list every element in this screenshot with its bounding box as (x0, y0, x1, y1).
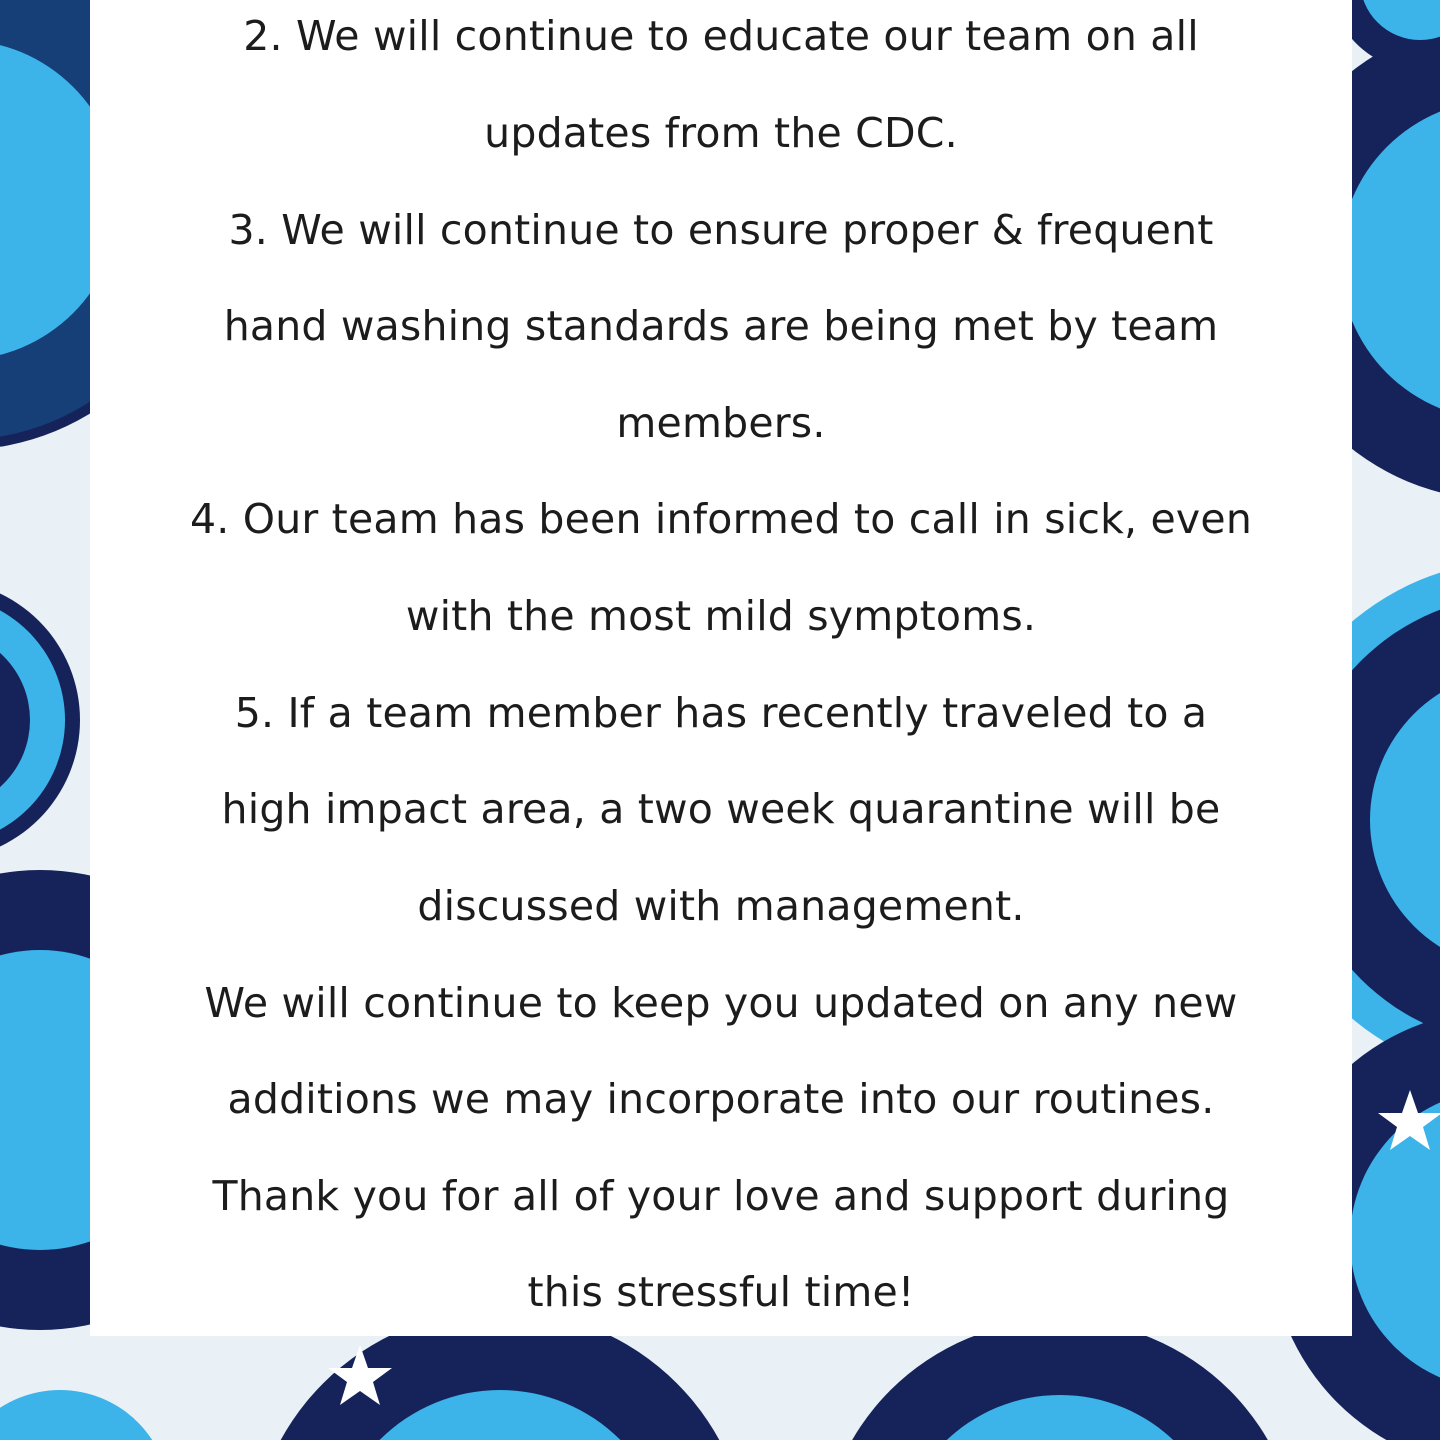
notice-line: this stressful time! (527, 1268, 915, 1316)
notice-line: updates from the CDC. (484, 109, 958, 157)
notice-line: additions we may incorporate into our routines. (227, 1075, 1215, 1123)
notice-line: 2. We will continue to educate our team on all (243, 12, 1199, 60)
notice-line: high impact area, a two week quarantine will be (221, 785, 1221, 833)
notice-line: hand washing standards are being met by team (223, 302, 1219, 350)
notice-card (90, 0, 1352, 1336)
notice-line: members. (616, 399, 826, 447)
notice-line: 3. We will continue to ensure proper & frequent (228, 206, 1214, 254)
notice-line: 4. Our team has been informed to call in sick, even (189, 495, 1253, 543)
notice-line: 5. If a team member has recently traveled to a (234, 689, 1208, 737)
notice-line: discussed with management. (417, 882, 1025, 930)
badge (0, 580, 80, 860)
badge (820, 1320, 1300, 1440)
notice-line: Thank you for all of your love and support during (212, 1172, 1230, 1220)
notice-line: with the most mild symptoms. (405, 592, 1037, 640)
badge (0, 1390, 170, 1440)
notice-line: We will continue to keep you updated on any new (204, 979, 1238, 1027)
